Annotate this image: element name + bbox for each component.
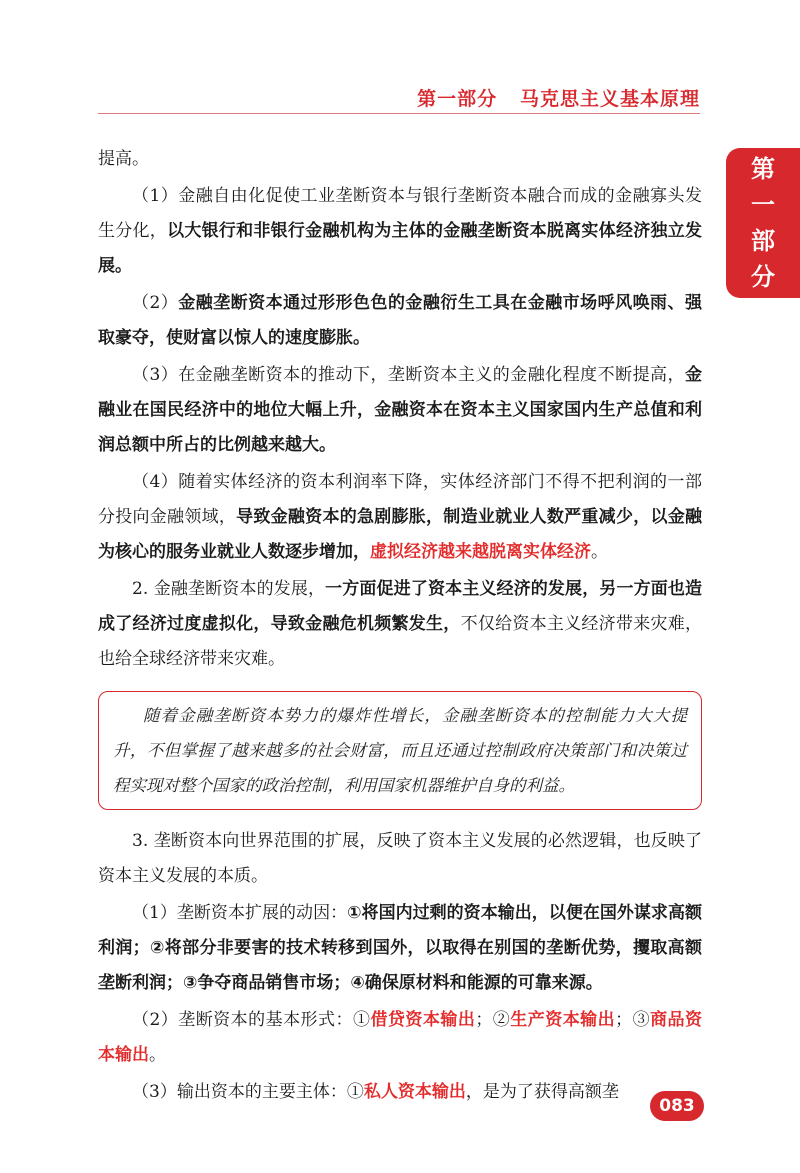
running-header-title: 第一部分 马克思主义基本原理 <box>417 88 700 110</box>
text: 。 <box>149 1045 166 1065</box>
text: ，是为了获得高额垄 <box>465 1082 619 1102</box>
bold-text: 金融业在国民经济中的地位大幅上升，金融资本在资本主义国家国内生产总值和利润总额中所占的比例越来越大。 <box>98 365 702 455</box>
highlight-text: 私人资本输出 <box>363 1082 466 1102</box>
paragraph <box>98 896 702 1001</box>
body-text <box>98 142 702 1110</box>
highlight-text: 生产资本输出 <box>510 1010 616 1030</box>
note-text: 随着金融垄断资本势力的爆炸性增长，金融垄断资本的控制能力大大提升，不但掌握了越来越多的社会财富，而且还通过控制政府决策部门和决策过程实现对整个国家的政治控制，利用国家机器维护自身的利益。 <box>113 706 687 795</box>
note-box <box>98 691 702 810</box>
paragraph <box>98 1003 702 1073</box>
text: （2） <box>132 293 179 313</box>
text: （1）垄断资本扩展的动因： <box>132 903 348 923</box>
text: 不仅给资本主义经济带来灾难，也给全球经济带来灾难。 <box>98 614 703 669</box>
side-tab-char: 分 <box>751 263 775 291</box>
text: 提高。 <box>98 149 149 169</box>
section-side-tab <box>726 148 800 298</box>
highlight-text: 借贷资本输出 <box>370 1010 476 1030</box>
paragraph <box>98 465 702 570</box>
side-tab-char: 一 <box>751 191 775 219</box>
bold-text: 金融垄断资本通过形形色色的金融衍生工具在金融市场呼风唤雨、强取豪夺，使财富以惊人的速度膨胀。 <box>98 293 702 348</box>
paragraph <box>98 1075 702 1110</box>
text: （4）随着实体经济的资本利润率下降，实体经济部门不得不把利润的一部分投向金融领域， <box>98 472 702 527</box>
side-tab-char: 部 <box>751 227 775 255</box>
text: 2. 金融垄断资本的发展， <box>132 579 326 599</box>
text: （3）输出资本的主要主体：① <box>132 1082 364 1102</box>
side-tab-char: 第 <box>751 155 775 183</box>
paragraph <box>98 358 702 463</box>
text: （2）垄断资本的基本形式：① <box>132 1010 371 1030</box>
bold-text: 一方面促进了资本主义经济的发展，另一方面也造成了经济过度虚拟化，导致金融危机频繁发生， <box>98 579 703 634</box>
paragraph <box>98 286 702 356</box>
highlight-text: 商品资本输出 <box>98 1010 703 1065</box>
text: 。 <box>591 542 608 562</box>
text: ；③ <box>615 1010 651 1030</box>
text: ；② <box>475 1010 511 1030</box>
paragraph <box>98 572 702 677</box>
paragraph <box>98 142 702 177</box>
highlight-text: 虚拟经济越来越脱离实体经济 <box>370 542 591 562</box>
text: （1）金融自由化促使工业垄断资本与银行垄断资本融合而成的金融寡头发生分化， <box>98 186 702 241</box>
paragraph <box>98 179 702 284</box>
bold-text: 导致金融资本的急剧膨胀，制造业就业人数严重减少，以金融为核心的服务业就业人数逐步增加， <box>98 507 703 562</box>
bold-text: 以大银行和非银行金融机构为主体的金融垄断资本脱离实体经济独立发展。 <box>98 221 703 276</box>
paragraph <box>98 824 702 894</box>
bold-text: ①将国内过剩的资本输出，以便在国外谋求高额利润；②将部分非要害的技术转移到国外，以取得在别国的垄断优势，攫取高额垄断利润；③争夺商品销售市场；④确保原材料和能源的可靠来源。 <box>98 903 702 993</box>
header-rule <box>98 113 700 114</box>
text: 3. 垄断资本向世界范围的扩展，反映了资本主义发展的必然逻辑，也反映了资本主义发展的本质。 <box>98 831 702 886</box>
page-number: 083 <box>650 1091 704 1121</box>
text: （3）在金融垄断资本的推动下，垄断资本主义的金融化程度不断提高， <box>132 365 685 385</box>
